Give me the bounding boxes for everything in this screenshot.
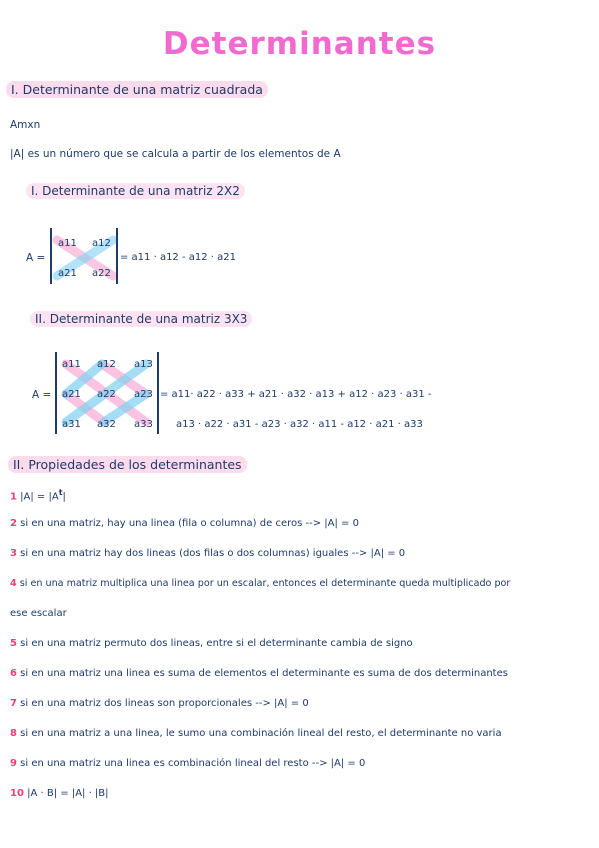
matrix-3x3-cell: a13 — [134, 359, 153, 370]
property-item — [10, 728, 502, 739]
matrix-3x3-cell: a23 — [134, 389, 153, 400]
property-number: 6 — [10, 668, 17, 679]
matrix-3x3-right-bar — [157, 352, 159, 434]
property-item — [10, 638, 413, 649]
matrix-3x3-cell: a32 — [97, 419, 116, 430]
property-item — [10, 698, 309, 709]
property-text: si en una matriz una linea es combinación lineal del resto --> |A| = 0 — [20, 758, 366, 769]
property-text: |A| = |A — [20, 491, 59, 503]
formula-2x2: = a11 · a12 - a12 · a21 — [120, 252, 237, 263]
subsection-3x3-heading: II. Determinante de una matriz 3X3 — [30, 311, 252, 327]
property-number: 3 — [10, 548, 17, 559]
matrix-3x3-lhs: A = — [32, 389, 52, 401]
property-item — [10, 668, 508, 679]
matrix-2x2-cell: a21 — [58, 268, 77, 279]
property-number: 4 — [10, 578, 17, 589]
formula-3x3-line1: = a11· a22 · a33 + a21 · a32 · a13 + a12 · a23 · a31 - — [160, 389, 432, 400]
property-text: si en una matriz dos lineas son proporcionales --> |A| = 0 — [20, 698, 309, 709]
property-text: |A · B| = |A| · |B| — [27, 788, 109, 799]
matrix-3x3-cell: a12 — [97, 359, 116, 370]
subsection-2x2-heading: I. Determinante de una matriz 2X2 — [26, 183, 245, 199]
matrix-3x3-cell: a31 — [62, 419, 81, 430]
determinant-definition: |A| es un número que se calcula a partir de los elementos de A — [10, 148, 341, 160]
matrix-3x3-cell: a33 — [134, 419, 153, 430]
formula-3x3-line2: a13 · a22 · a31 - a23 · a32 · a11 - a12 · a21 · a33 — [176, 419, 423, 430]
property-text: si en una matriz a una linea, le sumo una combinación lineal del resto, el determinante no varia — [20, 728, 502, 739]
property-number: 5 — [10, 638, 17, 649]
property-item — [10, 578, 510, 589]
property-item — [10, 758, 365, 769]
property-item — [10, 548, 405, 559]
property-number: 1 — [10, 491, 17, 503]
matrix-notation: Amxn — [10, 119, 41, 131]
matrix-3x3-left-bar — [55, 352, 57, 434]
property-text: si en una matriz, hay una linea (fila o columna) de ceros --> |A| = 0 — [20, 518, 359, 529]
property-text: si en una matriz multiplica una linea por un escalar, entonces el determinante queda multiplicado por — [19, 578, 511, 589]
matrix-2x2-left-bar — [50, 228, 52, 284]
matrix-3x3-cell: a22 — [97, 389, 116, 400]
property-number: 8 — [10, 728, 17, 739]
page-title: Determinantes — [162, 26, 437, 62]
property-number: 7 — [10, 698, 17, 709]
property-text: si en una matriz una linea es suma de elementos el determinante es suma de dos determinantes — [20, 668, 508, 679]
matrix-2x2-cell: a11 — [58, 238, 77, 249]
property-number: 2 — [10, 518, 17, 529]
property-item — [10, 488, 66, 502]
property-number: 10 — [10, 788, 24, 799]
matrix-2x2-right-bar — [116, 228, 118, 284]
matrix-2x2-cell: a12 — [92, 238, 111, 249]
property-text: ese escalar — [10, 608, 67, 619]
matrix-2x2-highlight — [45, 226, 125, 288]
transpose-superscript: t — [58, 488, 63, 497]
property-text: si en una matriz hay dos lineas (dos filas o dos columnas) iguales --> |A| = 0 — [20, 548, 406, 559]
section-2-heading: II. Propiedades de los determinantes — [8, 456, 247, 473]
matrix-3x3-cell: a21 — [62, 389, 81, 400]
matrix-3x3-cell: a11 — [62, 359, 81, 370]
property-number: 9 — [10, 758, 17, 769]
section-1-heading: I. Determinante de una matriz cuadrada — [6, 81, 268, 98]
property-item — [10, 788, 109, 799]
property-text-end: | — [62, 491, 66, 503]
property-item — [10, 518, 359, 529]
property-text: si en una matriz permuto dos lineas, entre si el determinante cambia de signo — [20, 638, 413, 649]
matrix-2x2-cell: a22 — [92, 268, 111, 279]
matrix-2x2-lhs: A = — [26, 252, 46, 264]
property-item-continuation — [10, 608, 67, 619]
